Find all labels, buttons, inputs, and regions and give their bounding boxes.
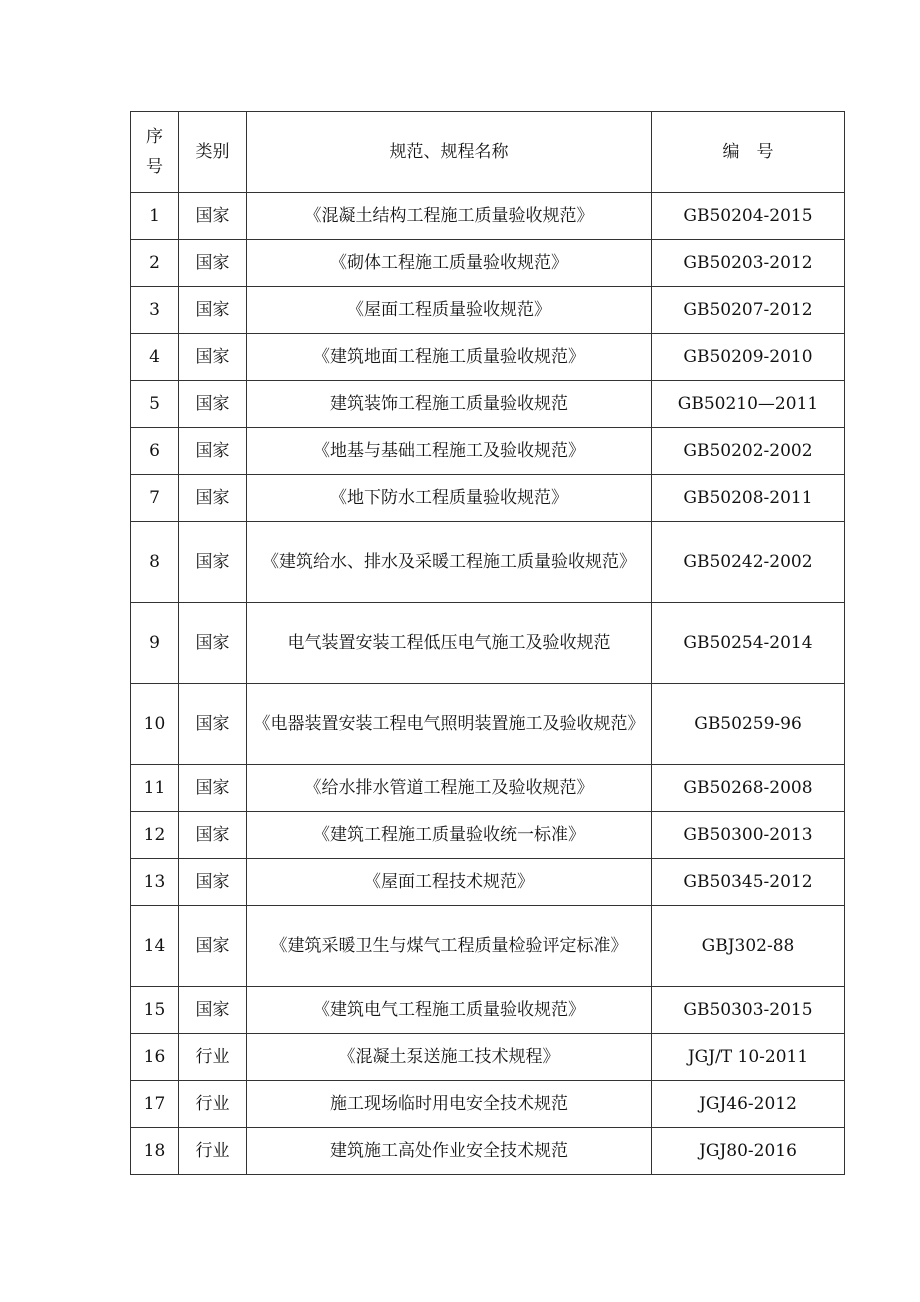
row-standard-name: 电气装置安装工程低压电气施工及验收规范 xyxy=(247,603,652,684)
row-standard-name: 《混凝土泵送施工技术规程》 xyxy=(247,1034,652,1081)
row-code: GB50300-2013 xyxy=(652,812,845,859)
row-number: 1 xyxy=(131,193,179,240)
row-standard-name: 建筑装饰工程施工质量验收规范 xyxy=(247,381,652,428)
row-category: 国家 xyxy=(179,522,247,603)
table-row xyxy=(131,906,845,987)
row-number: 14 xyxy=(131,906,179,987)
row-category: 国家 xyxy=(179,765,247,812)
row-category: 国家 xyxy=(179,812,247,859)
table-row xyxy=(131,603,845,684)
header-seq: 序号 xyxy=(131,112,179,193)
row-standard-name: 建筑施工高处作业安全技术规范 xyxy=(247,1128,652,1175)
row-number: 18 xyxy=(131,1128,179,1175)
row-number: 4 xyxy=(131,334,179,381)
row-code: GB50210—2011 xyxy=(652,381,845,428)
row-category: 国家 xyxy=(179,987,247,1034)
row-code: GB50208-2011 xyxy=(652,475,845,522)
row-category: 国家 xyxy=(179,475,247,522)
table-row xyxy=(131,987,845,1034)
row-standard-name: 《建筑地面工程施工质量验收规范》 xyxy=(247,334,652,381)
row-code: GB50259-96 xyxy=(652,684,845,765)
row-code: GBJ302-88 xyxy=(652,906,845,987)
row-category: 行业 xyxy=(179,1034,247,1081)
header-code: 编 号 xyxy=(652,112,845,193)
row-code: GB50203-2012 xyxy=(652,240,845,287)
row-number: 11 xyxy=(131,765,179,812)
row-number: 8 xyxy=(131,522,179,603)
standards-table xyxy=(130,111,845,1175)
table-row xyxy=(131,240,845,287)
row-code: GB50202-2002 xyxy=(652,428,845,475)
row-number: 15 xyxy=(131,987,179,1034)
row-code: GB50204-2015 xyxy=(652,193,845,240)
row-number: 5 xyxy=(131,381,179,428)
row-standard-name: 《建筑采暖卫生与煤气工程质量检验评定标准》 xyxy=(247,906,652,987)
table-row xyxy=(131,193,845,240)
row-category: 国家 xyxy=(179,428,247,475)
row-standard-name: 《电器装置安装工程电气照明装置施工及验收规范》 xyxy=(247,684,652,765)
row-number: 3 xyxy=(131,287,179,334)
row-number: 7 xyxy=(131,475,179,522)
row-code: GB50209-2010 xyxy=(652,334,845,381)
table-row xyxy=(131,334,845,381)
row-number: 9 xyxy=(131,603,179,684)
row-category: 国家 xyxy=(179,240,247,287)
row-standard-name: 《混凝土结构工程施工质量验收规范》 xyxy=(247,193,652,240)
row-standard-name: 《砌体工程施工质量验收规范》 xyxy=(247,240,652,287)
row-category: 国家 xyxy=(179,603,247,684)
row-number: 13 xyxy=(131,859,179,906)
table-row xyxy=(131,381,845,428)
row-code: GB50345-2012 xyxy=(652,859,845,906)
row-category: 国家 xyxy=(179,906,247,987)
table-row xyxy=(131,428,845,475)
row-number: 16 xyxy=(131,1034,179,1081)
row-number: 2 xyxy=(131,240,179,287)
table-row xyxy=(131,287,845,334)
row-code: GB50242-2002 xyxy=(652,522,845,603)
row-code: JGJ/T 10-2011 xyxy=(652,1034,845,1081)
row-category: 国家 xyxy=(179,684,247,765)
row-category: 行业 xyxy=(179,1081,247,1128)
row-code: GB50207-2012 xyxy=(652,287,845,334)
table-row xyxy=(131,1128,845,1175)
row-number: 6 xyxy=(131,428,179,475)
row-category: 行业 xyxy=(179,1128,247,1175)
row-code: GB50268-2008 xyxy=(652,765,845,812)
header-name: 规范、规程名称 xyxy=(247,112,652,193)
table-header-row xyxy=(131,112,845,193)
row-category: 国家 xyxy=(179,193,247,240)
row-standard-name: 《建筑工程施工质量验收统一标准》 xyxy=(247,812,652,859)
table-row xyxy=(131,812,845,859)
row-category: 国家 xyxy=(179,381,247,428)
row-standard-name: 《给水排水管道工程施工及验收规范》 xyxy=(247,765,652,812)
row-category: 国家 xyxy=(179,334,247,381)
row-standard-name: 《屋面工程技术规范》 xyxy=(247,859,652,906)
row-standard-name: 《地下防水工程质量验收规范》 xyxy=(247,475,652,522)
table-row xyxy=(131,684,845,765)
row-code: JGJ80-2016 xyxy=(652,1128,845,1175)
table-row xyxy=(131,1034,845,1081)
row-code: GB50254-2014 xyxy=(652,603,845,684)
row-category: 国家 xyxy=(179,287,247,334)
row-number: 17 xyxy=(131,1081,179,1128)
row-standard-name: 《屋面工程质量验收规范》 xyxy=(247,287,652,334)
row-number: 12 xyxy=(131,812,179,859)
table-row xyxy=(131,1081,845,1128)
row-standard-name: 《建筑电气工程施工质量验收规范》 xyxy=(247,987,652,1034)
row-standard-name: 施工现场临时用电安全技术规范 xyxy=(247,1081,652,1128)
row-number: 10 xyxy=(131,684,179,765)
row-code: GB50303-2015 xyxy=(652,987,845,1034)
row-standard-name: 《建筑给水、排水及采暖工程施工质量验收规范》 xyxy=(247,522,652,603)
row-code: JGJ46-2012 xyxy=(652,1081,845,1128)
row-standard-name: 《地基与基础工程施工及验收规范》 xyxy=(247,428,652,475)
table-row xyxy=(131,765,845,812)
table-row xyxy=(131,522,845,603)
row-category: 国家 xyxy=(179,859,247,906)
table-row xyxy=(131,475,845,522)
table-row xyxy=(131,859,845,906)
header-category: 类别 xyxy=(179,112,247,193)
